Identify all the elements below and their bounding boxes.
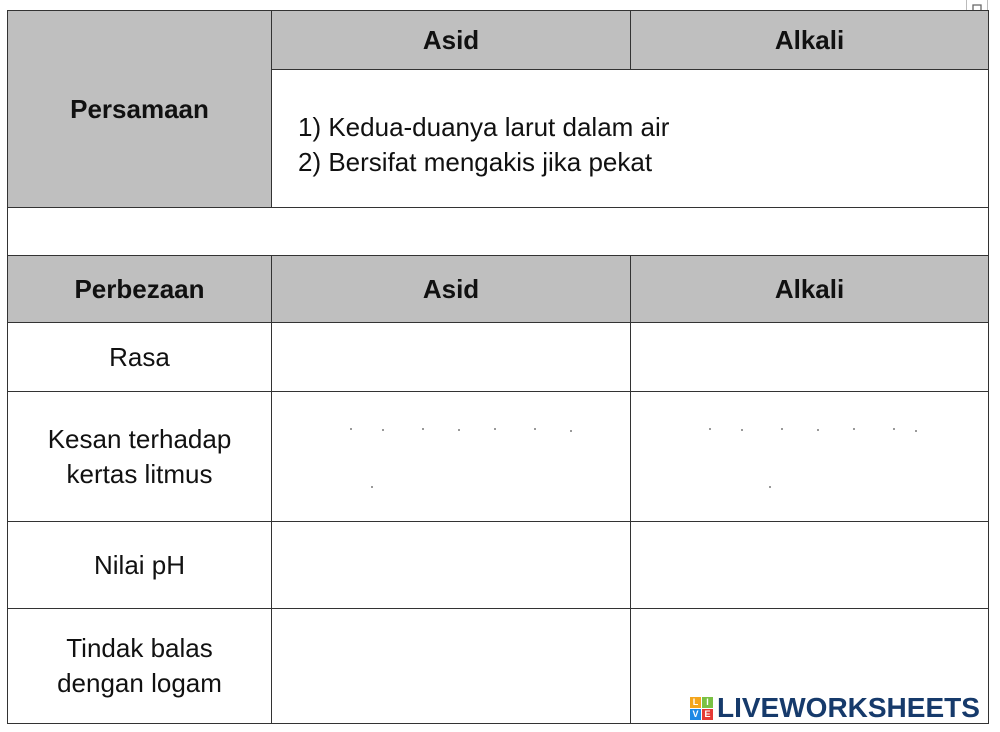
divider bbox=[7, 255, 989, 256]
table1-header-alkali bbox=[631, 11, 988, 69]
row-label-rasa bbox=[8, 323, 271, 391]
table1-header-alkali-text: Alkali bbox=[774, 24, 845, 55]
logo-mark-l: L bbox=[690, 697, 701, 708]
table1-header-asid bbox=[272, 11, 630, 69]
table2-header-asid bbox=[272, 256, 630, 322]
logo-mark-e: E bbox=[702, 709, 713, 720]
divider bbox=[7, 207, 989, 208]
divider bbox=[7, 608, 989, 609]
answer-ph-asid[interactable] bbox=[272, 522, 630, 608]
row-label-logam-line1: Tindak balas bbox=[66, 633, 213, 663]
row-label-ph bbox=[8, 522, 271, 608]
answer-rasa-alkali[interactable] bbox=[631, 323, 988, 391]
divider bbox=[271, 10, 272, 208]
similarities-list bbox=[298, 110, 669, 180]
divider bbox=[7, 322, 989, 323]
table2-header-alkali-text: Alkali bbox=[774, 273, 845, 304]
row-label-litmus-line2: kertas litmus bbox=[66, 458, 213, 489]
divider bbox=[7, 521, 989, 522]
table2-header-perbezaan bbox=[8, 256, 271, 322]
liveworksheets-logo bbox=[690, 692, 980, 724]
answer-rasa-asid[interactable] bbox=[272, 323, 630, 391]
table2-header-asid-text: Asid bbox=[422, 273, 480, 304]
similarity-item-2: 2) Bersifat mengakis jika pekat bbox=[298, 147, 653, 177]
logo-mark-i: I bbox=[702, 697, 713, 708]
answer-logam-asid[interactable] bbox=[272, 609, 630, 723]
divider bbox=[271, 255, 272, 724]
row-label-ph-text: Nilai pH bbox=[93, 549, 186, 580]
persamaan-label-cell bbox=[8, 11, 271, 207]
row-label-logam-line2: dengan logam bbox=[57, 668, 222, 698]
logo-mark-v: V bbox=[690, 709, 701, 720]
liveworksheets-wordmark: LIVEWORKSHEETS bbox=[717, 692, 980, 723]
row-label-litmus-line1: Kesan terhadap bbox=[47, 423, 232, 454]
persamaan-label: Persamaan bbox=[70, 93, 209, 124]
row-label-logam bbox=[8, 609, 271, 723]
divider bbox=[630, 255, 631, 724]
table2-header-alkali bbox=[631, 256, 988, 322]
table2-header-perbezaan-text: Perbezaan bbox=[74, 273, 205, 304]
row-label-rasa-text: Rasa bbox=[109, 341, 170, 372]
divider bbox=[7, 391, 989, 392]
answer-ph-alkali[interactable] bbox=[631, 522, 988, 608]
liveworksheets-mark-icon bbox=[690, 697, 713, 720]
table1-header-asid-text: Asid bbox=[422, 24, 480, 55]
similarity-item-1: 1) Kedua-duanya larut dalam air bbox=[298, 112, 670, 142]
row-label-litmus bbox=[8, 392, 271, 521]
divider bbox=[630, 10, 631, 70]
